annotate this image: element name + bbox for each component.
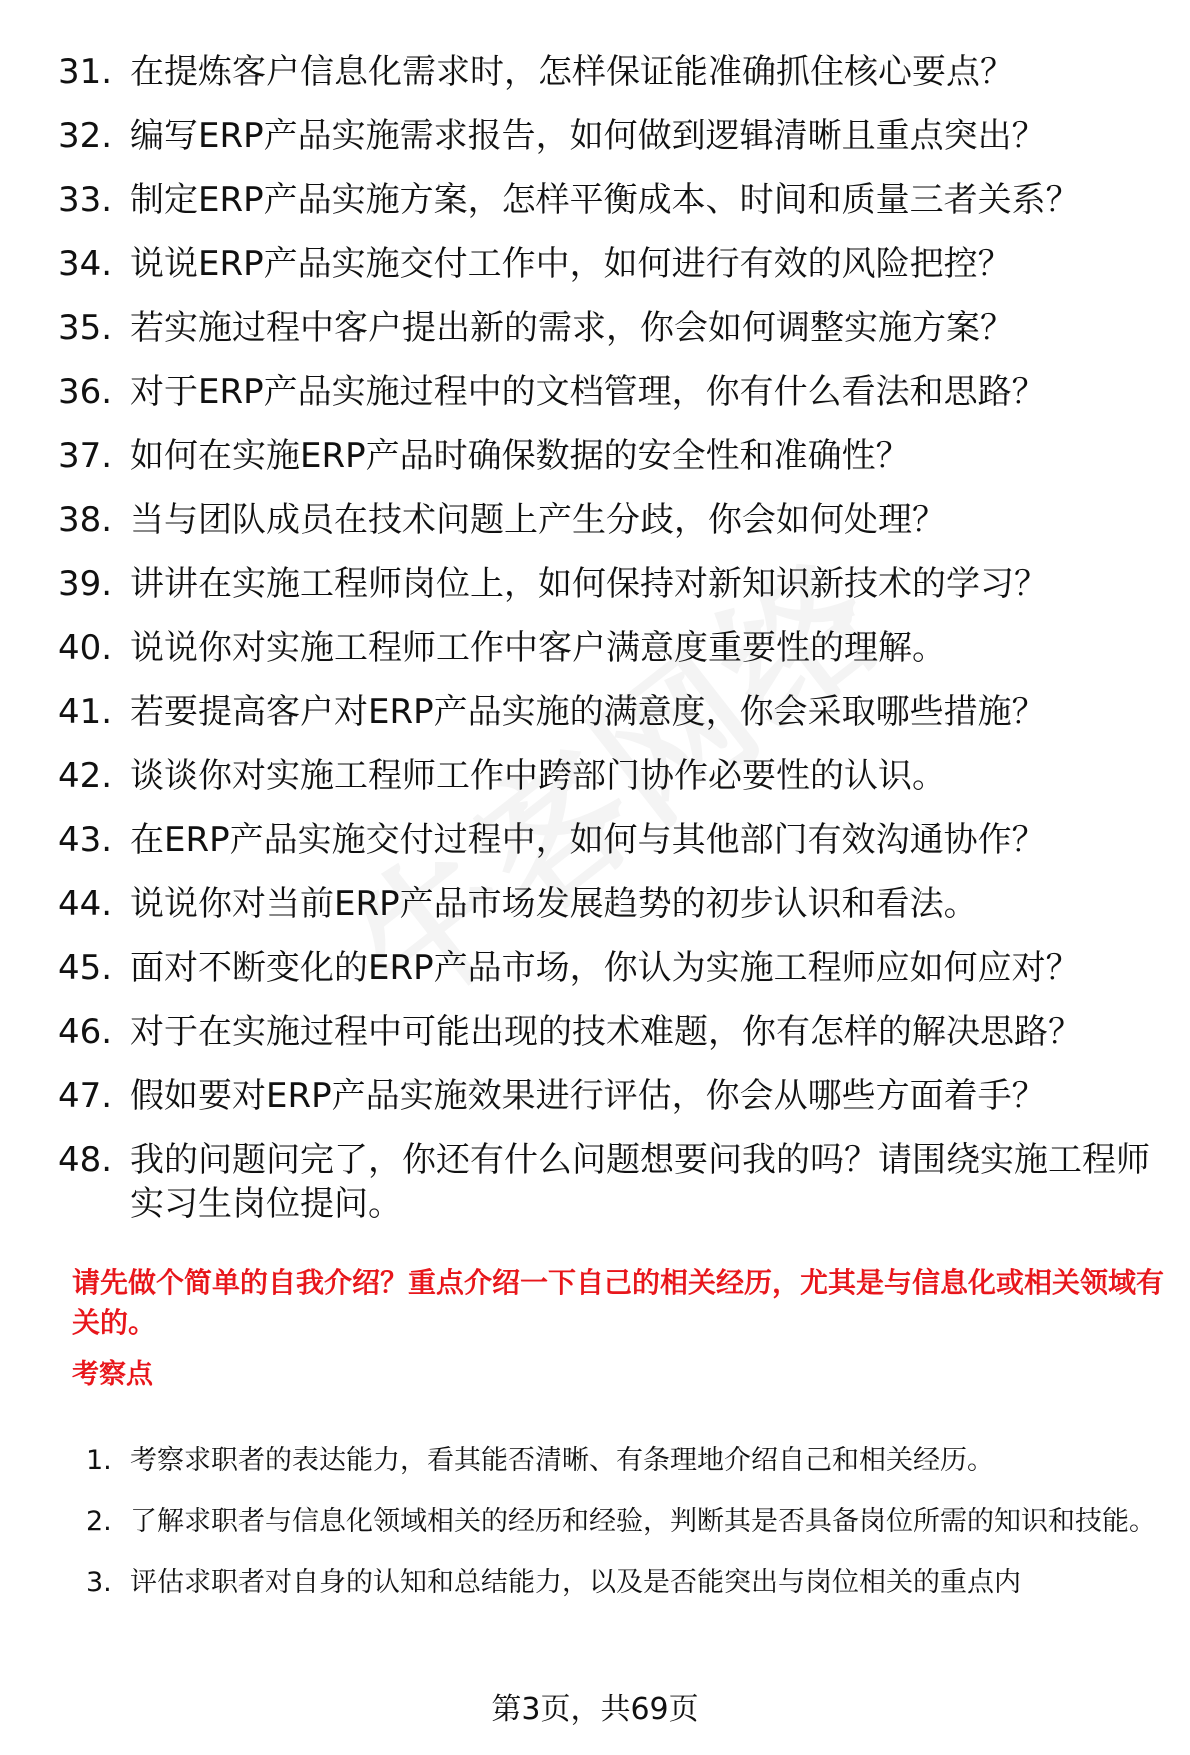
- question-number: 39.: [58, 564, 113, 604]
- question-text: 在提炼客户信息化需求时，怎样保证能准确抓住核心要点？: [130, 52, 1014, 92]
- question-item: [58, 50, 1168, 94]
- question-text: 说说你对当前ERP产品市场发展趋势的初步认识和看法。: [130, 884, 978, 924]
- question-number: 43.: [58, 820, 113, 860]
- point-text: 了解求职者与信息化领域相关的经历和经验，判断其是否具备岗位所需的知识和技能。: [130, 1506, 1156, 1537]
- question-number: 47.: [58, 1076, 113, 1116]
- question-list: [58, 50, 1168, 1246]
- point-text: 考察求职者的表达能力，看其能否清晰、有条理地介绍自己和相关经历。: [130, 1445, 994, 1476]
- question-text: 谈谈你对实施工程师工作中跨部门协作必要性的认识。: [130, 756, 946, 796]
- question-number: 44.: [58, 884, 113, 924]
- question-text: 说说你对实施工程师工作中客户满意度重要性的理解。: [130, 628, 946, 668]
- question-item: [58, 882, 1168, 926]
- page-footer: 第3页，共69页: [491, 1692, 699, 1727]
- question-text: 讲讲在实施工程师岗位上，如何保持对新知识新技术的学习？: [130, 564, 1048, 604]
- point-text: 评估求职者对自身的认知和总结能力，以及是否能突出与岗位相关的重点内: [130, 1567, 1021, 1598]
- point-number: 2.: [86, 1506, 112, 1537]
- question-text: 对于在实施过程中可能出现的技术难题，你有怎样的解决思路？: [130, 1012, 1082, 1052]
- question-number: 35.: [58, 308, 113, 348]
- question-item: [58, 754, 1168, 798]
- question-number: 42.: [58, 756, 113, 796]
- question-text: 假如要对ERP产品实施效果进行评估，你会从哪些方面着手？: [130, 1076, 1046, 1116]
- question-number: 32.: [58, 116, 113, 156]
- assessment-points-list: [86, 1430, 1156, 1613]
- question-item: [58, 562, 1168, 606]
- question-number: 48.: [58, 1140, 113, 1180]
- question-number: 34.: [58, 244, 113, 284]
- question-text: 若实施过程中客户提出新的需求，你会如何调整实施方案？: [130, 308, 1014, 348]
- point-number: 3.: [86, 1567, 112, 1598]
- question-item: [58, 498, 1168, 542]
- question-number: 31.: [58, 52, 113, 92]
- assessment-point: [86, 1430, 1156, 1491]
- question-number: 38.: [58, 500, 113, 540]
- question-item: [58, 178, 1168, 222]
- question-item: [58, 1074, 1168, 1118]
- question-item: [58, 1010, 1168, 1054]
- question-item: [58, 818, 1168, 862]
- assessment-point: [86, 1491, 1156, 1552]
- question-text: 在ERP产品实施交付过程中，如何与其他部门有效沟通协作？: [130, 820, 1046, 860]
- question-item: [58, 626, 1168, 670]
- question-item: [58, 1138, 1168, 1226]
- question-text: 我的问题问完了，你还有什么问题想要问我的吗？请围绕实施工程师实习生岗位提问。: [130, 1140, 1150, 1224]
- assessment-point: [86, 1552, 1156, 1613]
- question-text: 如何在实施ERP产品时确保数据的安全性和准确性？: [130, 436, 910, 476]
- question-text: 制定ERP产品实施方案，怎样平衡成本、时间和质量三者关系？: [130, 180, 1080, 220]
- question-item: [58, 306, 1168, 350]
- question-text: 面对不断变化的ERP产品市场，你认为实施工程师应如何应对？: [130, 948, 1080, 988]
- question-item: [58, 434, 1168, 478]
- section-title: 请先做个简单的自我介绍？重点介绍一下自己的相关经历，尤其是与信息化或相关领域有关的。: [72, 1266, 1165, 1339]
- question-number: 37.: [58, 436, 113, 476]
- question-number: 46.: [58, 1012, 113, 1052]
- question-item: [58, 690, 1168, 734]
- question-number: 36.: [58, 372, 113, 412]
- question-item: [58, 114, 1168, 158]
- question-item: [58, 370, 1168, 414]
- question-text: 编写ERP产品实施需求报告，如何做到逻辑清晰且重点突出？: [130, 116, 1046, 156]
- point-number: 1.: [86, 1445, 112, 1476]
- question-item: [58, 946, 1168, 990]
- question-number: 40.: [58, 628, 113, 668]
- assessment-points-heading: 考察点: [72, 1359, 153, 1390]
- question-text: 当与团队成员在技术问题上产生分歧，你会如何处理？: [130, 500, 946, 540]
- question-number: 33.: [58, 180, 113, 220]
- question-text: 对于ERP产品实施过程中的文档管理，你有什么看法和思路？: [130, 372, 1046, 412]
- question-number: 45.: [58, 948, 113, 988]
- question-text: 说说ERP产品实施交付工作中，如何进行有效的风险把控？: [130, 244, 1012, 284]
- question-text: 若要提高客户对ERP产品实施的满意度，你会采取哪些措施？: [130, 692, 1046, 732]
- question-number: 41.: [58, 692, 113, 732]
- question-item: [58, 242, 1168, 286]
